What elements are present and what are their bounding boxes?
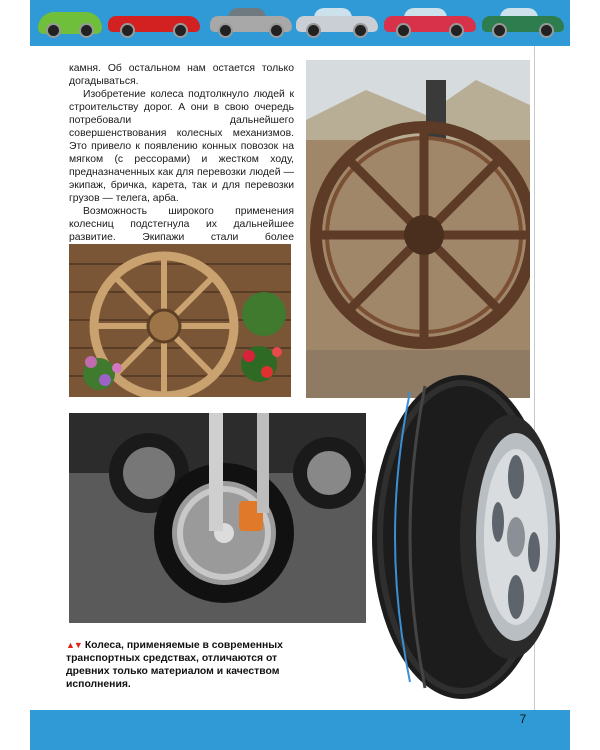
red-sports-coupe-image	[384, 6, 476, 40]
iron-wheel-photo	[306, 60, 530, 398]
green-compact-car-image	[38, 6, 102, 40]
article-paragraph: камня. Об остальном нам остается только догадываться.	[69, 63, 294, 87]
footer-band	[30, 710, 570, 750]
wooden-wheel-photo	[69, 244, 291, 397]
modern-tire-photo	[370, 372, 568, 702]
silver-sports-car-image	[296, 6, 378, 40]
motorcycle-wheels-photo	[69, 413, 366, 623]
article-paragraph: Возможность широкого применения колесниц подстегнула их дальнейшее развитие. Экипажи стали более	[69, 206, 294, 243]
vintage-silver-car-image	[210, 6, 292, 40]
caption-arrow-icon: ▲▼	[66, 640, 82, 650]
page-number: 7	[519, 712, 527, 726]
photo-caption	[66, 639, 294, 691]
red-roadster-image	[108, 6, 200, 40]
header-car-banner	[30, 0, 570, 46]
article-paragraph: Изобретение колеса подтолкнуло людей к строительству дорог. А они в свою очередь потребовали дальнейшего совершенствования колесных механизмов. Это привело к появлению конных повозок на мягком (с рессорами) и жестком ходу, предназначенных как для перевозки людей — экипаж, бричка, карета, так и для перевозки грузов — телега, арба.	[69, 89, 294, 204]
caption-text: Колеса, применяемые в современных транспортных средствах, отличаются от древних только материалом и качеством исполнения.	[66, 640, 283, 690]
article-text	[69, 62, 294, 257]
green-hatchback-image	[482, 6, 564, 40]
